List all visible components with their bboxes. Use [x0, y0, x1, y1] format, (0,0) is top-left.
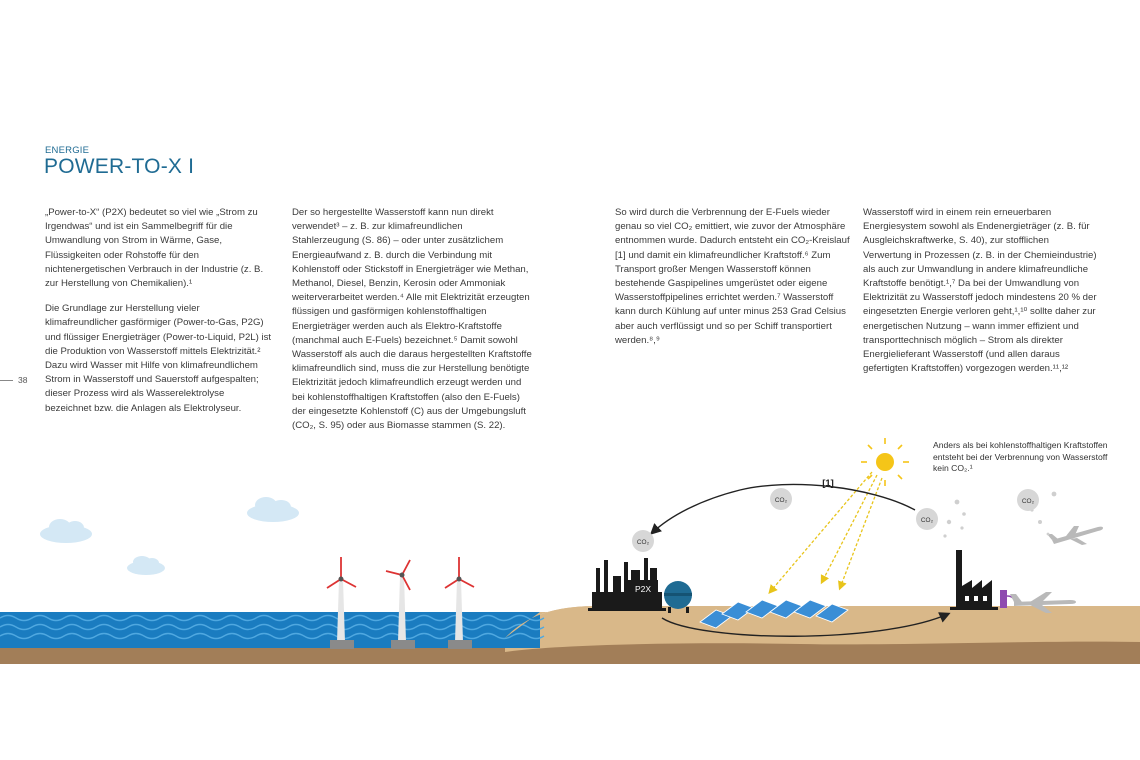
co2-bubble	[916, 508, 938, 530]
paragraph-hydrogen-system: Wasserstoff wird in einem rein erneuerbaren Energiesystem sowohl als Endenergieträger (z. B. für Ausgleichskraftwerke, S. 40), zur stofflichen Verwertung in Prozessen (z. B. in der Chemieindustrie) als auch zur Umwandlung in andere klimafreundliche Kraftstoffe benötigt.¹,⁷ Da bei der Umwandlung von Elektrizität zu Wasserstoff jedoch mindestens 20 % der eingesetzten Energie verloren geht,¹,¹⁰ sollte daher zur energetischen Nutzung – wann immer effizient und transporttechnisch möglich – Strom als direkter Energielieferant Wasserstoff (und allen daraus gefertigten Kraftstoffen) vorgezogen werden.¹¹,¹²	[863, 207, 1097, 375]
text-column-1	[45, 206, 273, 427]
text-column-4	[863, 206, 1099, 387]
page-number: 38	[18, 375, 28, 385]
co2-bubble	[632, 530, 654, 552]
co2-bubble	[1017, 489, 1039, 511]
page-number-rule	[0, 380, 13, 381]
text-column-3	[615, 206, 851, 359]
factory-icon	[950, 550, 998, 610]
cloud-icon	[247, 497, 299, 522]
plant-label: P2X	[634, 584, 652, 594]
paragraph-co2-cycle: So wird durch die Verbrennung der E-Fuels wieder genau so viel CO₂ emittiert, wie zuvor der Atmosphäre entnommen wurde. Dadurch entsteht ein CO₂-Kreislauf [1] und damit ein klimafreundlicher Kraftstoff.⁶ Zum Transport großer Mengen Wasserstoff können bestehende Gaspipelines umgerüstet oder eigene Wasserstoffpipelines errichtet werden.⁷ Wasserstoff kann durch Kühlung auf unter minus 253 Grad Celsius aber auch verflüssigt und so per Schiff transportiert werden.⁸,⁹	[615, 207, 850, 346]
section-kicker: ENERGIE	[45, 145, 90, 156]
paragraph-p2x-definition: „Power-to-X“ (P2X) bedeutet so viel wie „Strom zu Irgendwas“ und ist ein Sammelbegriff für die Umwandlung von Strom in Wärme, Gase, Flüssigkeiten oder Rohstoffe für den nichtenergetischen Verbrauch in der Industrie (z. B. zur Herstellung von Chemikalien).¹	[45, 207, 264, 290]
sun-icon	[861, 438, 909, 486]
cycle-marker: [1]	[822, 478, 834, 489]
illustration-note: Anders als bei kohlenstoffhaltigen Kraftstoffen entsteht bei der Verbrennung von Wasserstoff kein CO₂.¹	[933, 440, 1108, 473]
airplane-icon	[1047, 526, 1103, 545]
co2-bubble-label: CO₂	[1021, 498, 1035, 505]
cloud-icon	[40, 519, 92, 543]
p2x-plant-icon	[588, 558, 666, 611]
text-column-2	[292, 206, 532, 444]
co2-bubble	[770, 488, 792, 510]
page-title: POWER-TO-X I	[44, 155, 195, 178]
paragraph-hydrogen-use: Der so hergestellte Wasserstoff kann nun direkt verwendet³ – z. B. zur klimafreundlichen Stahlerzeugung (S. 86) – oder unter zusätzlichem Energieaufwand z. B. durch die Verbindung mit Kohlenstoff oder Stickstoff in Energieträger wie Methan, Methanol, Diesel, Benzin, Kerosin oder Ammoniak weiterverarbeitet werden.⁴ Alle mit Elektrizität erzeugten flüssigen und gasförmigen kohlenstoffhaltigen Energieträger werden auch als Elektro-Kraftstoffe (manchmal auch E-Fuels) bezeichnet.⁵ Damit sowohl Wasserstoff als auch die daraus hergestellten Kraftstoffe klimafreundlich sind, muss die zur Herstellung benötigte Elektrizität jedoch klimafreundlich erzeugt werden und bei kohlenstoffhaltigen Kraftstoffen (also den E-Fuels) der eingesetzte Kohlenstoff (C) aus der Umgebungsluft (CO₂, S. 95) oder aus Biomasse stammen (S. 22).	[292, 207, 532, 432]
co2-bubble-label: CO₂	[774, 497, 788, 504]
emission-dots	[943, 492, 1056, 538]
co2-bubble-label: CO₂	[920, 517, 934, 524]
co2-bubble-label: CO₂	[636, 539, 650, 546]
storage-tank-icon	[664, 581, 692, 613]
cloud-icon	[127, 556, 165, 575]
power-to-x-illustration	[0, 430, 1140, 670]
paragraph-electrolysis: Die Grundlage zur Herstellung vieler klimafreundlicher gasförmiger (Power-to-Gas, P2G) und flüssiger Energieträger (Power-to-Liquid, P2L) ist die Produktion von Wasserstoff mittels Elektrizität.² Dazu wird Wasser mit Hilfe von klimafreundlichem Strom in Wasserstoff und Sauerstoff aufgespalten; dieser Prozess wird als Wasserelektrolyse bezeichnet bzw. die Anlagen als Elektrolyseur.	[45, 303, 272, 414]
